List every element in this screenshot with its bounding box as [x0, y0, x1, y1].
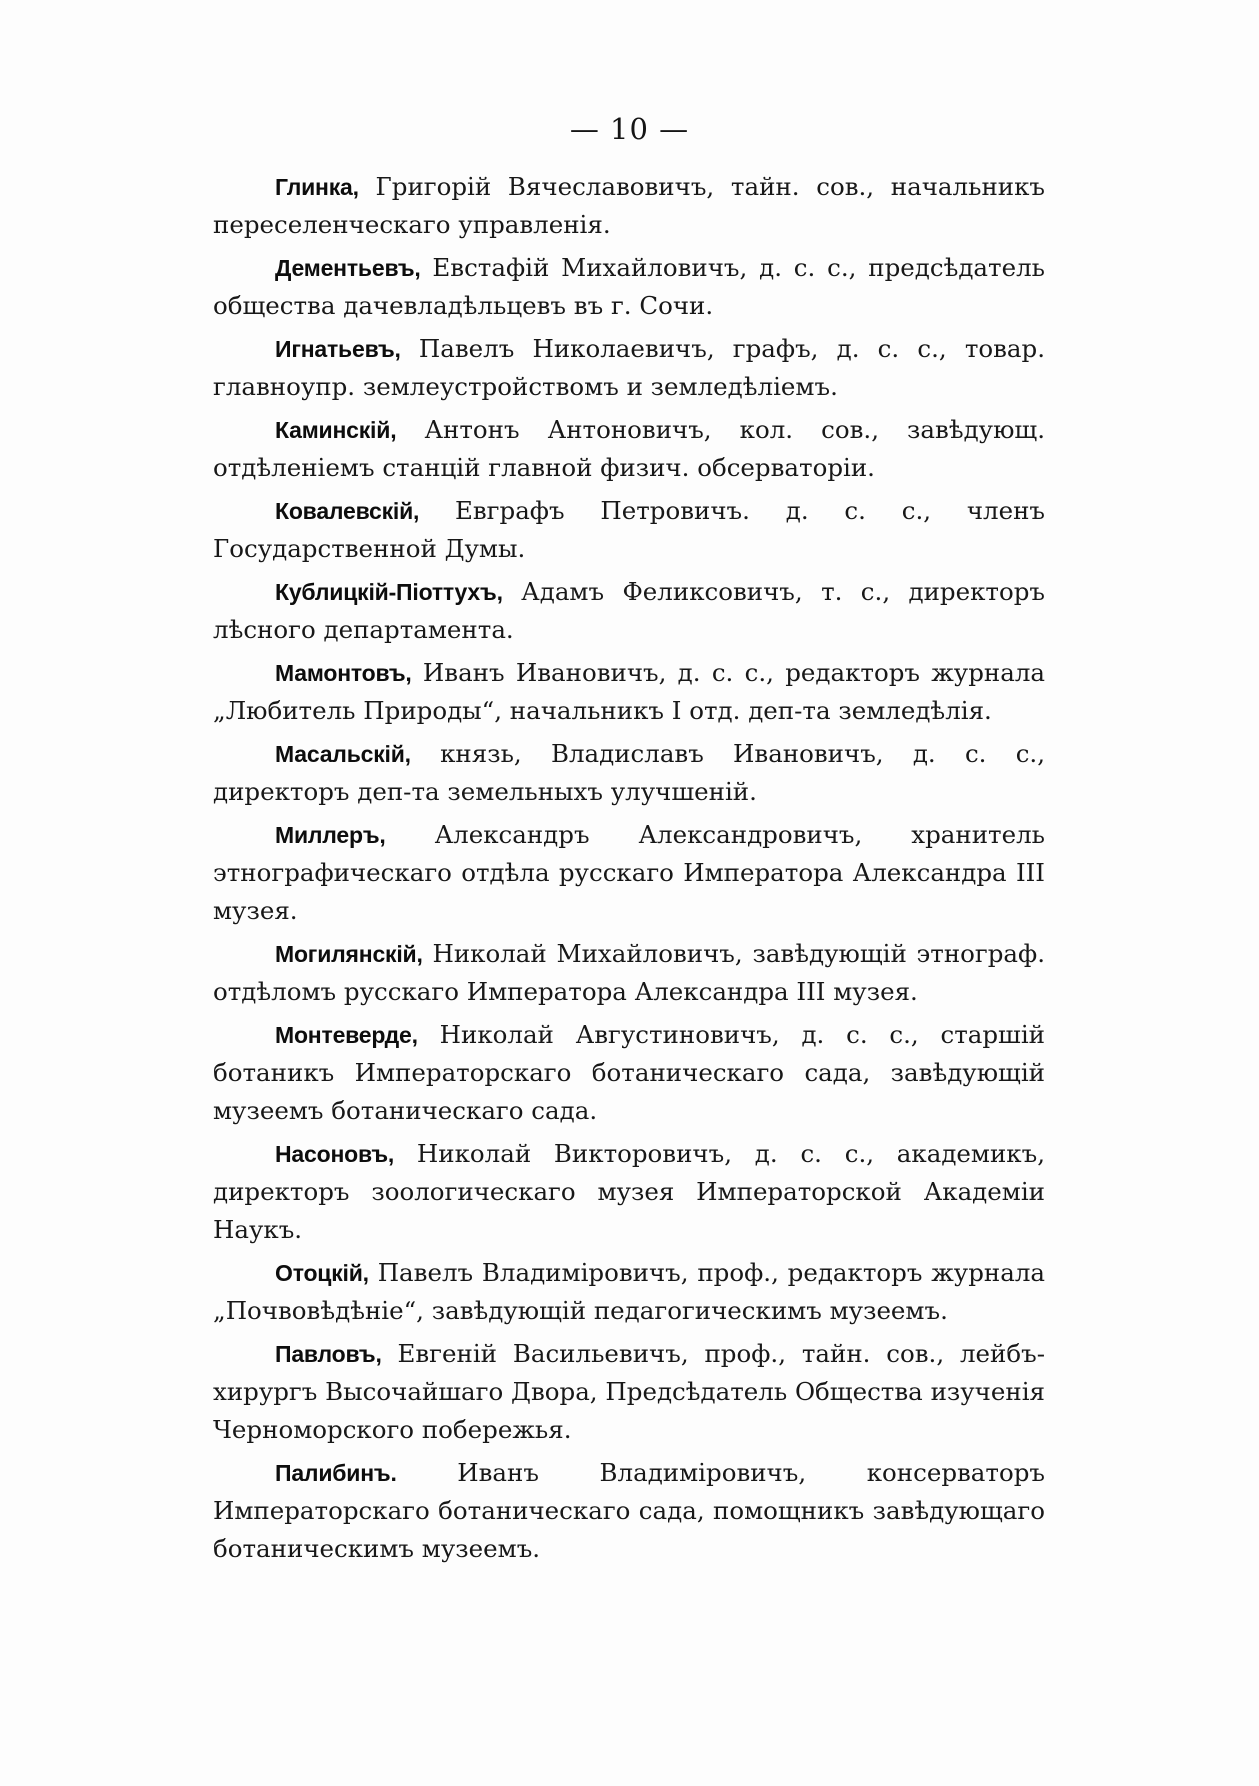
- entry-text: Николай Викторовичъ, д. с. с., академикъ, директоръ зоологическаго музея Императорской Академіи Наукъ.: [213, 1139, 1045, 1244]
- list-item: [213, 1254, 1045, 1330]
- entry-text: Николай Михайловичъ, завѣдующій этнограф. отдѣломъ русскаго Императора Александра III музея.: [213, 939, 1045, 1006]
- entry-name: Дементьевъ,: [275, 255, 421, 281]
- entry-name: Масальскій,: [275, 741, 411, 767]
- list-item: [213, 1016, 1045, 1130]
- entry-text: Адамъ Феликсовичъ, т. с., директоръ лѣсного департамента.: [213, 577, 1045, 644]
- entry-name: Могилянскій,: [275, 941, 423, 967]
- entry-text: Иванъ Ивановичъ, д. с. с., редакторъ журнала „Любитель Природы“, начальникъ I отд. деп-та земледѣлія.: [213, 658, 1045, 725]
- entry-name: Павловъ,: [275, 1341, 382, 1367]
- list-item: [213, 1335, 1045, 1449]
- list-item: [213, 1135, 1045, 1249]
- entry-name: Глинка,: [275, 174, 359, 200]
- list-item: [213, 330, 1045, 406]
- list-item: [213, 573, 1045, 649]
- list-item: [213, 168, 1045, 244]
- entry-name: Кублицкій-Піоттухъ,: [275, 579, 503, 605]
- entry-text: князь, Владиславъ Ивановичъ, д. с. с., директоръ деп-та земельныхъ улучшеній.: [213, 739, 1045, 806]
- entry-text: Евгеній Васильевичъ, проф., тайн. сов., лейбъ-хирургъ Высочайшаго Двора, Предсѣдатель Общества изученія Черноморского побережья.: [213, 1339, 1045, 1444]
- list-item: [213, 935, 1045, 1011]
- entry-name: Отоцкій,: [275, 1260, 369, 1286]
- entry-text: Евстафій Михайловичъ, д. с. с., предсѣдатель общества дачевладѣльцевъ въ г. Сочи.: [213, 253, 1045, 320]
- entry-text: Антонъ Антоновичъ, кол. сов., завѣдующ. отдѣленіемъ станцій главной физич. обсерваторіи.: [213, 415, 1045, 482]
- entry-text: Григорій Вячеславовичъ, тайн. сов., начальникъ переселенческаго управленія.: [213, 172, 1045, 239]
- entry-text: Павелъ Николаевичъ, графъ, д. с. с., товар. главноупр. землеустройствомъ и земледѣліемъ.: [213, 334, 1045, 401]
- entry-name: Насоновъ,: [275, 1141, 395, 1167]
- entry-name: Палибинъ.: [275, 1460, 397, 1486]
- entry-name: Каминскій,: [275, 417, 397, 443]
- entry-text: Евграфъ Петровичъ. д. с. с., членъ Государственной Думы.: [213, 496, 1045, 563]
- list-item: [213, 249, 1045, 325]
- list-item: [213, 816, 1045, 930]
- entry-name: Ковалевскій,: [275, 498, 420, 524]
- list-item: [213, 654, 1045, 730]
- entry-name: Мамонтовъ,: [275, 660, 412, 686]
- entry-text: Иванъ Владиміровичъ, консерваторъ Императорскаго ботаническаго сада, помощникъ завѣдующаго ботаническимъ музеемъ.: [213, 1458, 1045, 1563]
- list-item: [213, 411, 1045, 487]
- entry-text: Павелъ Владиміровичъ, проф., редакторъ журнала „Почвовѣдѣніе“, завѣдующій педагогическимъ музеемъ.: [213, 1258, 1045, 1325]
- entry-text: Николай Августиновичъ, д. с. с., старшій ботаникъ Императорскаго ботаническаго сада, завѣдующій музеемъ ботаническаго сада.: [213, 1020, 1045, 1125]
- entry-name: Монтеверде,: [275, 1022, 418, 1048]
- entry-name: Игнатьевъ,: [275, 336, 401, 362]
- list-item: [213, 1454, 1045, 1568]
- entry-list: [213, 168, 1045, 1573]
- entry-name: Миллеръ,: [275, 822, 386, 848]
- list-item: [213, 492, 1045, 568]
- entry-text: Александръ Александровичъ, хранитель этнографическаго отдѣла русскаго Императора Александра III музея.: [213, 820, 1045, 925]
- list-item: [213, 735, 1045, 811]
- page-number: — 10 —: [569, 112, 690, 146]
